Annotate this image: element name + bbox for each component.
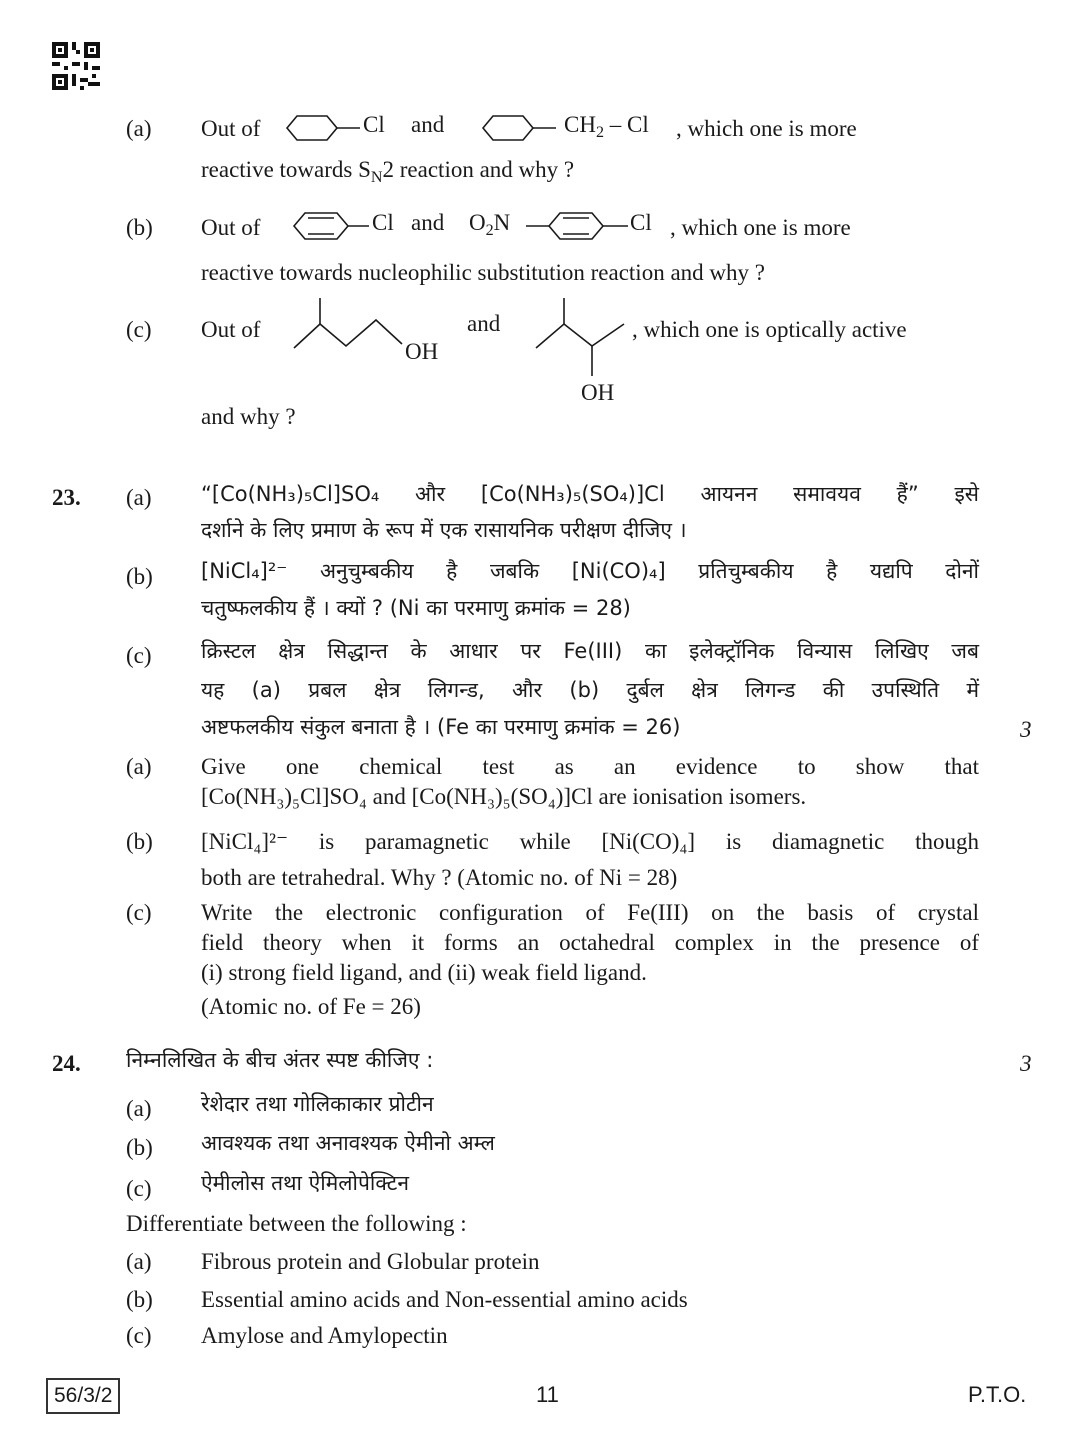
q24-hindi-intro: निम्नलिखित के बीच अंतर स्पष्ट कीजिए : [126,1048,434,1072]
q22a-out-of: Out of [201,116,261,141]
nitrochlorobenzene-structure [524,206,634,246]
q22b-cl1: Cl [372,210,394,235]
q22c-oh1: OH [405,339,439,364]
q22a-and: and [411,112,445,137]
q22c-oh2: OH [581,380,615,405]
chlorobenzene-structure [291,206,371,246]
q22c-label: (c) [126,317,152,342]
q24-hi-b-label: (b) [126,1135,153,1160]
q23-en-c-label: (c) [126,900,152,925]
q22c-and: and [467,311,501,336]
q23-en-a-line2: [Co(NH₃)₅Cl]SO₄ and [Co(NH₃)₅(SO₄)]Cl are ionisation isomers. [201,784,807,809]
q23-en-c-line4: (Atomic no. of Fe = 26) [201,994,421,1019]
q23-en-b-label: (b) [126,829,153,854]
paper-code: 56/3/2 [46,1378,120,1414]
q24-english-intro: Differentiate between the following : [126,1211,467,1236]
q23-en-b-line2: both are tetrahedral. Why ? (Atomic no. of Ni = 28) [201,865,678,890]
q24-number: 24. [52,1051,81,1076]
q23-hi-b-line2: चतुष्फलकीय हैं । क्यों ? (Ni का परमाणु क्रमांक = 28) [201,596,631,620]
q23-hi-c-line3: अष्टफलकीय संकुल बनाता है । (Fe का परमाणु क्रमांक = 26) [201,715,681,739]
q22b-o2n: $O_2N$ [469,210,511,239]
q22b-label: (b) [126,215,153,240]
q24-hi-c-text: ऐमीलोस तथा ऐमिलोपेक्टिन [201,1171,409,1195]
q23-en-c-line3: (i) strong field ligand, and (ii) weak field ligand. [201,960,647,985]
q22c-line2: and why ? [201,404,296,429]
q23-hi-c-label: (c) [126,643,152,668]
q24-hi-b-text: आवश्यक तथा अनावश्यक ऐमीनो अम्ल [201,1131,495,1155]
q23-hi-c-line2: यह (a) प्रबल क्षेत्र लिगन्ड, और (b) दुर्बल क्षेत्र लिगन्ड की उपस्थिति में [201,678,979,702]
q22c-end: , which one is optically active [632,317,907,342]
q22a-end: , which one is more [676,116,857,141]
q22a-label: (a) [126,116,152,141]
q23-number: 23. [52,485,81,510]
q24-en-c-label: (c) [126,1323,152,1348]
page-number: 11 [536,1382,559,1407]
q23-hi-b-line1: [NiCl₄]²⁻ अनुचुम्बकीय है जबकि [Ni(CO)₄] प्रतिचुम्बकीय है यद्यपि दोनों [201,559,979,583]
q22b-and: and [411,210,445,235]
q24-hi-c-label: (c) [126,1176,152,1201]
q24-hi-a-label: (a) [126,1096,152,1121]
q23-hi-c-line1: क्रिस्टल क्षेत्र सिद्धान्त के आधार पर Fe(III) का इलेक्ट्रॉनिक विन्यास लिखिए जब [201,639,979,663]
3-methylbutanol-structure [290,296,410,356]
cyclohexylmethyl-chloride-structure [480,110,560,146]
q22a-ch2-cl: $CH_2$ – Cl [564,112,649,141]
q23-hi-a-label: (a) [126,485,152,510]
q23-en-c-line1: Write the electronic configuration of Fe(III) on the basis of crystal [201,900,979,925]
q24-en-b-label: (b) [126,1287,153,1312]
qr-code-icon [52,42,100,90]
cyclohexyl-chloride-structure [284,110,364,146]
q22b-end: , which one is more [670,215,851,240]
q24-en-a-label: (a) [126,1249,152,1274]
q23-hi-b-label: (b) [126,564,153,589]
q24-en-a-text: Fibrous protein and Globular protein [201,1249,540,1274]
q22b-line2: reactive towards nucleophilic substitution reaction and why ? [201,260,765,285]
q22b-out-of: Out of [201,215,261,240]
3-methylbutan-2-ol-structure [532,296,632,378]
q22a-line2: reactive towards $S_N2$ reaction and why ? [201,157,575,186]
q24-hi-a-text: रेशेदार तथा गोलिकाकार प्रोटीन [201,1092,434,1116]
q23-hi-a-line2: दर्शाने के लिए प्रमाण के रूप में एक रासायनिक परीक्षण दीजिए । [201,518,687,542]
q23-marks: 3 [1020,717,1032,742]
q22a-cl1: Cl [363,112,385,137]
q22c-out-of: Out of [201,317,261,342]
q24-marks: 3 [1020,1051,1032,1076]
pto-label: P.T.O. [968,1382,1027,1407]
q23-en-a-line1: Give one chemical test as an evidence to show that [201,754,979,779]
q23-hi-a-line1: “[Co(NH₃)₅Cl]SO₄ और [Co(NH₃)₅(SO₄)]Cl आयनन समावयव हैं” इसे [201,482,979,506]
q22b-cl2: Cl [630,210,652,235]
q23-en-b-line1: [NiCl₄]²⁻ is paramagnetic while [Ni(CO)₄] is diamagnetic though [201,829,979,854]
q23-en-c-line2: field theory when it forms an octahedral complex in the presence of [201,930,979,955]
q24-en-b-text: Essential amino acids and Non-essential amino acids [201,1287,688,1312]
q23-en-a-label: (a) [126,754,152,779]
q24-en-c-text: Amylose and Amylopectin [201,1323,448,1348]
